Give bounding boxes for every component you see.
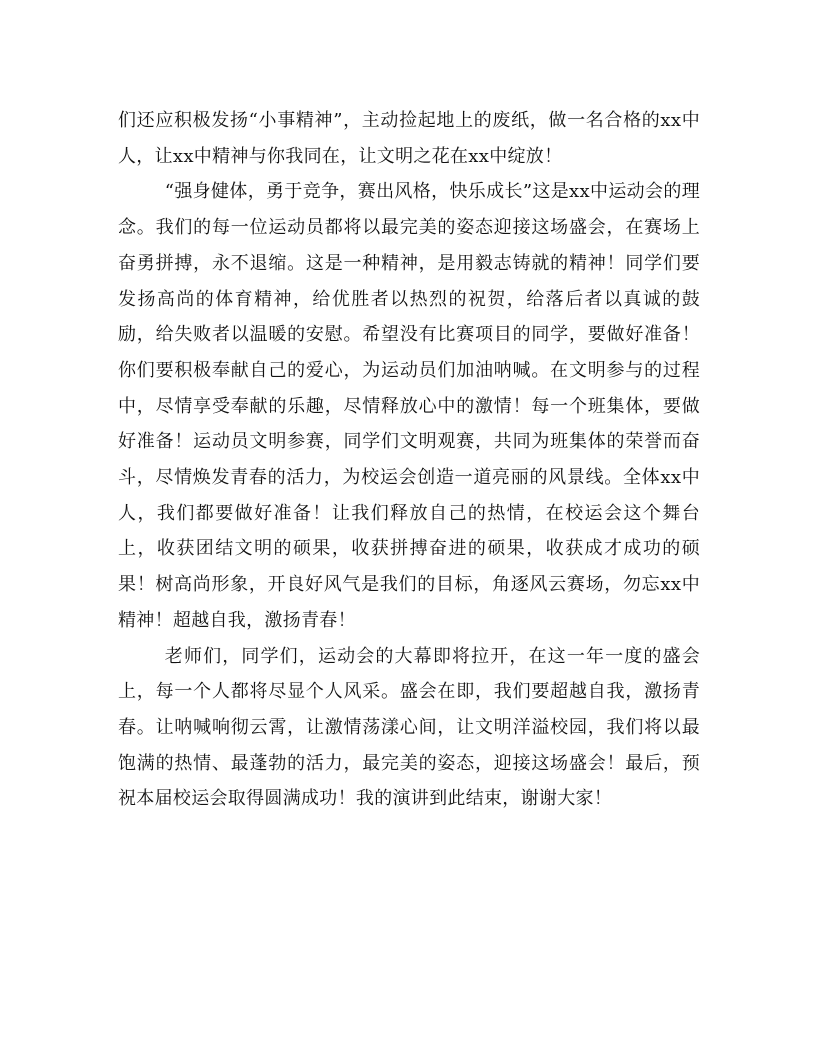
- paragraph-closing: 老师们，同学们，运动会的大幕即将拉开，在这一年一度的盛会上，每一个人都将尽显个人风采。盛会在即，我们要超越自我，激扬青春。让呐喊响彻云霄，让激情荡漾心间，让文明洋溢校园，我们将以最饱满的热情、最蓬勃的活力，最完美的姿态，迎接这场盛会！最后，预祝本届校运会取得圆满成功！我的演讲到此结束，谢谢大家！: [118, 645, 700, 810]
- paragraph-continued: 们还应积极发扬“小事精神”，主动捡起地上的废纸，做一名合格的xx中人，让xx中精神与你我同在，让文明之花在xx中绽放！: [118, 110, 700, 167]
- paragraph-sports-meeting-philosophy: “强身健体，勇于竞争，赛出风格，快乐成长”这是xx中运动会的理念。我们的每一位运动员都将以最完美的姿态迎接这场盛会，在赛场上奋勇拼搏，永不退缩。这是一种精神，是用毅志铸就的精神！同学们要发扬高尚的体育精神，给优胜者以热烈的祝贺，给落后者以真诚的鼓励，给失败者以温暖的安慰。希望没有比赛项目的同学，要做好准备！你们要积极奉献自己的爱心，为运动员们加油呐喊。在文明参与的过程中，尽情享受奉献的乐趣，尽情释放心中的激情！每一个班集体，要做好准备！运动员文明参赛，同学们文明观赛，共同为班集体的荣誉而奋斗，尽情焕发青春的活力，为校运会创造一道亮丽的风景线。全体xx中人，我们都要做好准备！让我们释放自己的热情，在校运会这个舞台上，收获团结文明的硕果，收获拼搏奋进的硕果，收获成才成功的硕果！树高尚形象，开良好风气是我们的目标，角逐风云赛场，勿忘xx中精神！超越自我，激扬青春！: [118, 181, 700, 631]
- document-body: [118, 103, 700, 817]
